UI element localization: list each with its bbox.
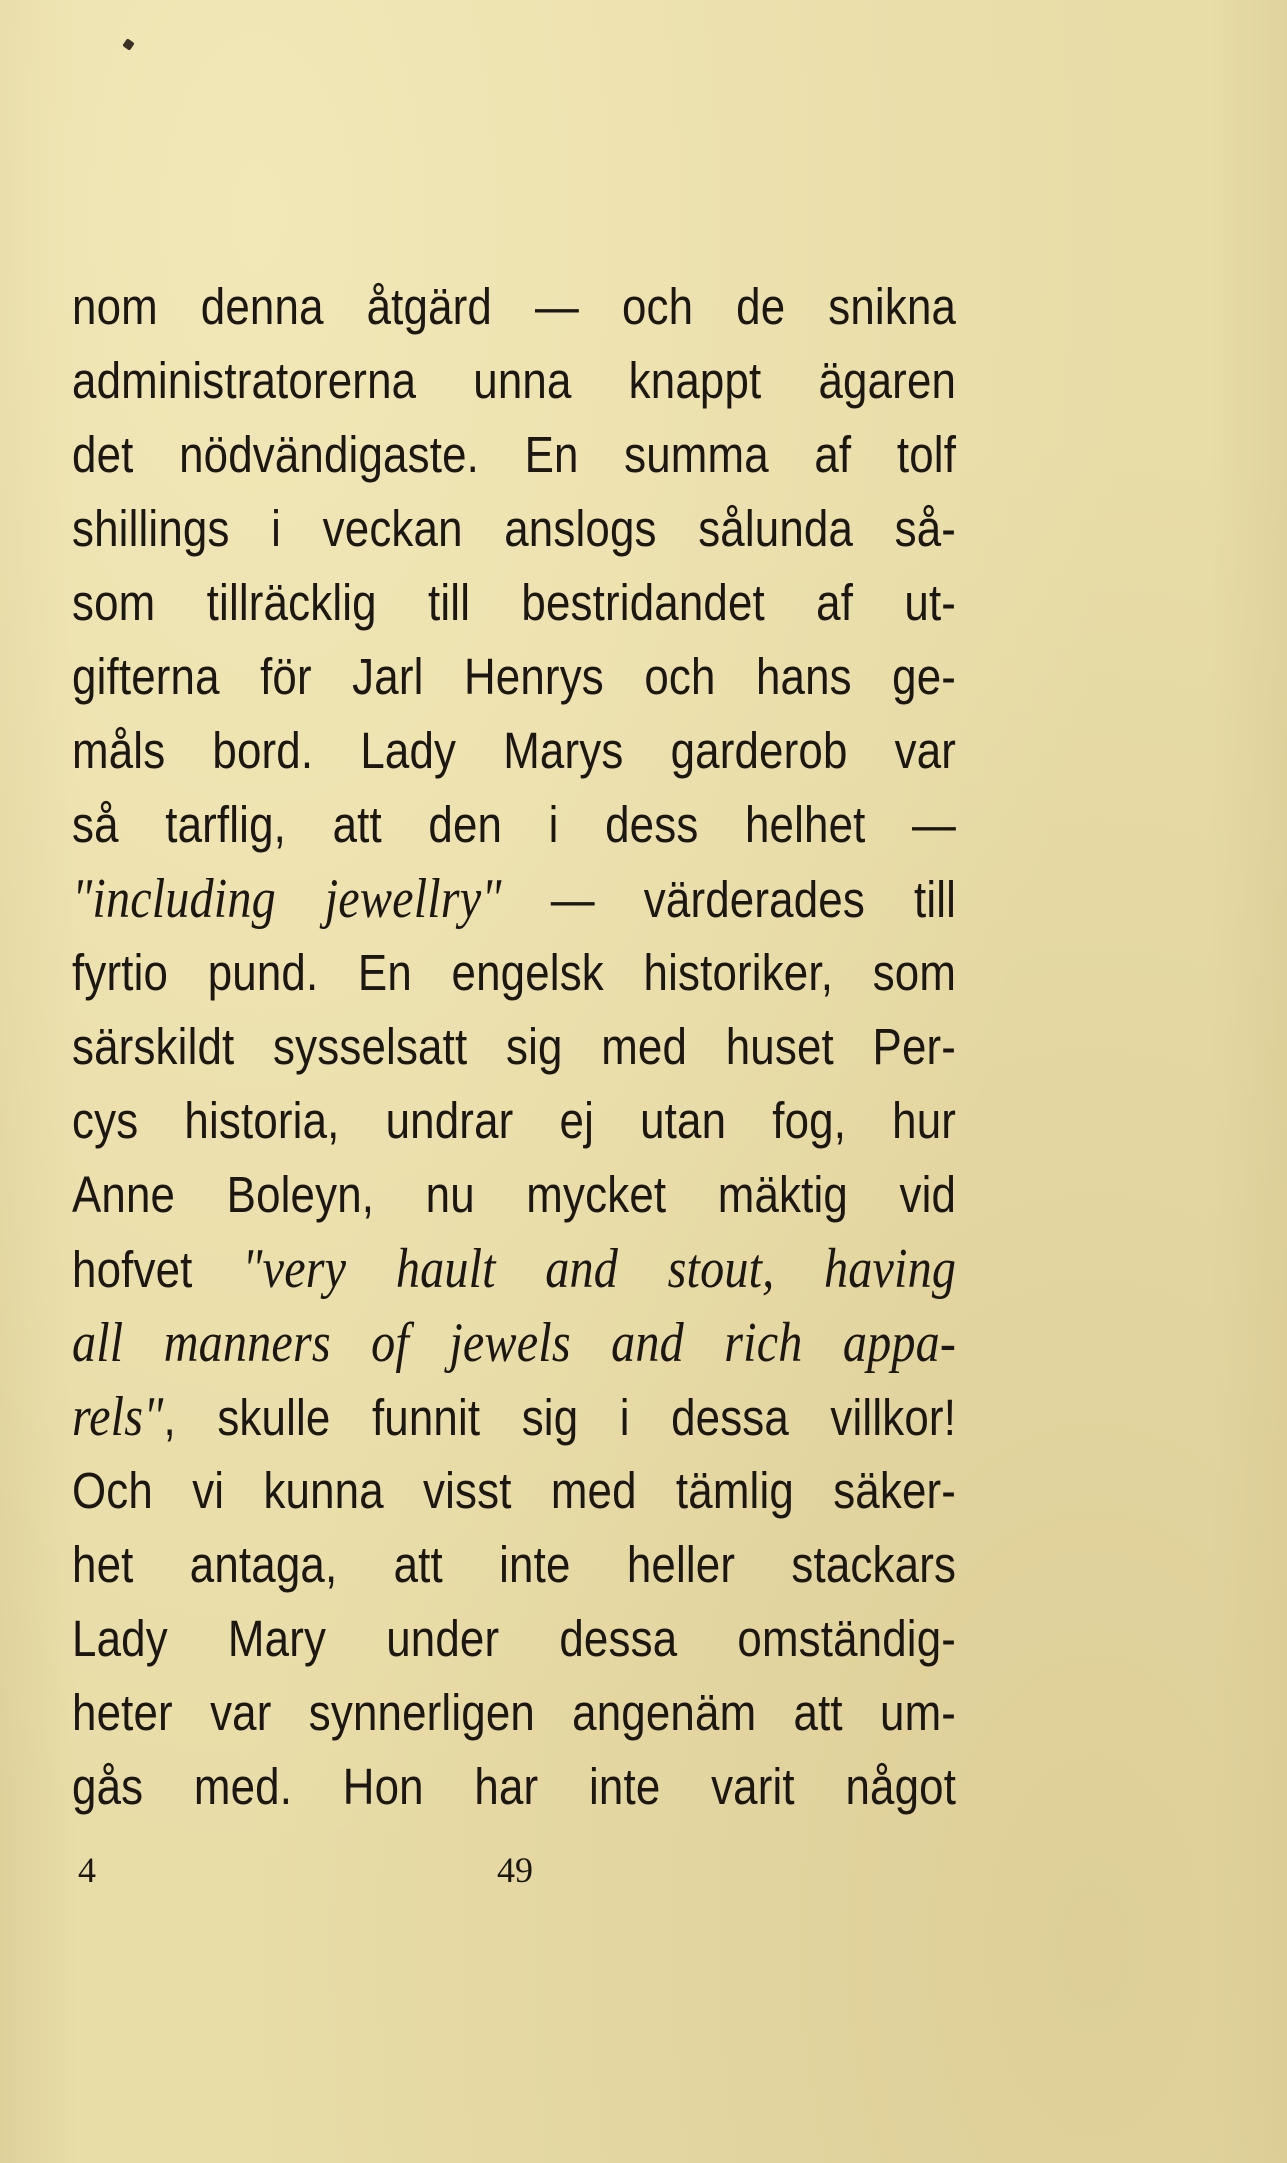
- text-line: [72, 418, 956, 492]
- text-line: [72, 1528, 956, 1602]
- text-segment: gifterna för Jarl Henrys och hans ge-: [72, 648, 957, 705]
- text-line: [72, 1454, 956, 1528]
- italic-quote: "very hault and stout, having: [242, 1238, 957, 1300]
- text-line: [72, 344, 956, 418]
- text-line: [72, 1232, 956, 1306]
- text-segment: det nödvändigaste. En summa af tolf: [72, 426, 957, 483]
- ink-speck: [122, 38, 135, 51]
- page-number: 49: [497, 1850, 533, 1890]
- text-segment: så tarflig, att den i dess helhet —: [72, 796, 957, 853]
- text-line: [72, 936, 956, 1010]
- text-line: [72, 1676, 956, 1750]
- signature-mark: 4: [78, 1850, 96, 1890]
- text-segment: heter var synnerligen angenäm att um-: [72, 1684, 957, 1741]
- body-text: [72, 270, 956, 1824]
- text-segment: gås med. Hon har inte varit något: [72, 1758, 957, 1815]
- text-line: [72, 862, 956, 936]
- text-segment: Anne Boleyn, nu mycket mäktig vid: [72, 1166, 957, 1223]
- text-segment: , skulle funnit sig i dessa villkor!: [163, 1389, 957, 1446]
- text-line: [72, 788, 956, 862]
- text-segment: — värderades till: [501, 871, 957, 928]
- italic-quote: rels": [72, 1386, 164, 1448]
- text-line: [72, 1306, 956, 1380]
- text-line: [72, 1750, 956, 1824]
- text-segment: Och vi kunna visst med tämlig säker-: [72, 1462, 957, 1519]
- italic-quote: "including jewellry": [72, 868, 502, 930]
- text-segment: Lady Mary under dessa omständig-: [72, 1610, 957, 1667]
- text-line: [72, 714, 956, 788]
- text-line: [72, 1084, 956, 1158]
- text-segment: shillings i veckan anslogs sålunda så-: [72, 500, 957, 557]
- text-line: [72, 492, 956, 566]
- text-line: [72, 640, 956, 714]
- text-segment: som tillräcklig till bestridandet af ut-: [72, 574, 957, 631]
- text-segment: nom denna åtgärd — och de snikna: [72, 278, 957, 335]
- italic-quote: all manners of jewels and rich appa-: [72, 1312, 957, 1374]
- text-line: [72, 1602, 956, 1676]
- text-segment: fyrtio pund. En engelsk historiker, som: [72, 944, 957, 1001]
- text-segment: hofvet: [72, 1241, 243, 1298]
- text-line: [72, 1010, 956, 1084]
- text-segment: särskildt sysselsatt sig med huset Per-: [72, 1018, 957, 1075]
- text-line: [72, 1380, 956, 1454]
- text-segment: het antaga, att inte heller stackars: [72, 1536, 957, 1593]
- text-line: [72, 270, 956, 344]
- text-segment: administratorerna unna knappt ägaren: [72, 352, 957, 409]
- text-line: [72, 566, 956, 640]
- text-segment: cys historia, undrar ej utan fog, hur: [72, 1092, 957, 1149]
- text-line: [72, 1158, 956, 1232]
- text-segment: måls bord. Lady Marys garderob var: [72, 722, 957, 779]
